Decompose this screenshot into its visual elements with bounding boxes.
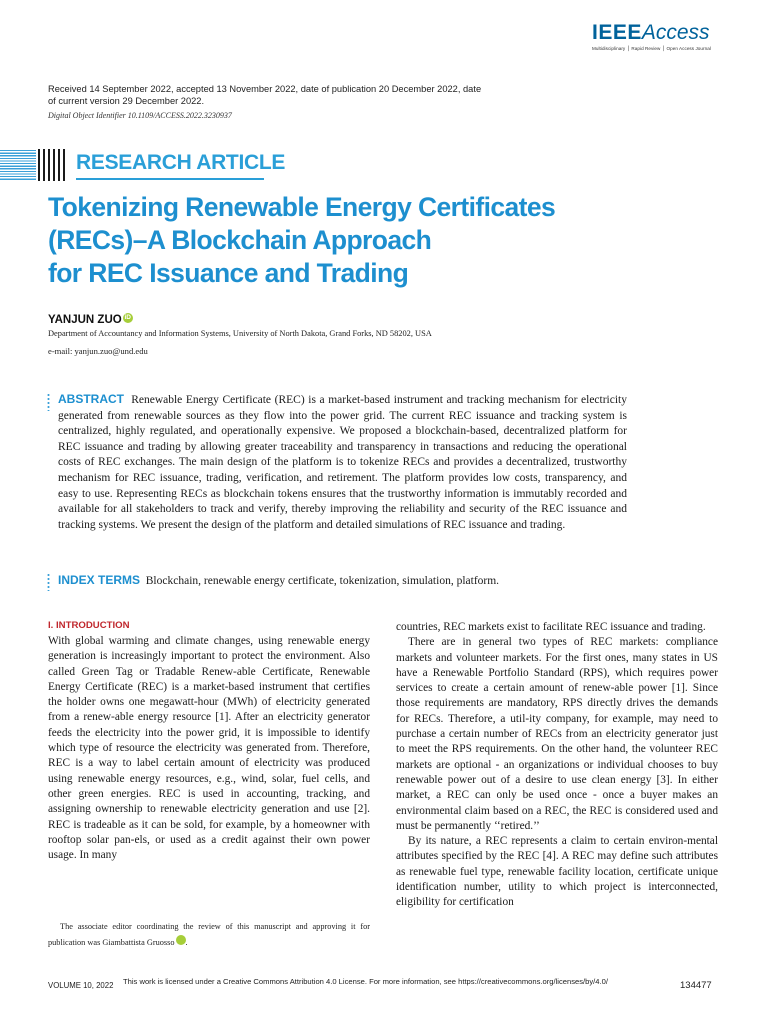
body-paragraph: By its nature, a REC represents a claim to certain environ-mental attributes specified by the REC [4]. A REC may define such attributes as renewable fuel type, renewable facility location, certificate unique identification number, utility to which project is interconnected, eligibility for certification (396, 835, 718, 909)
left-column (48, 619, 370, 863)
footer-volume: VOLUME 10, 2022 (48, 981, 114, 990)
author-email[interactable]: e-mail: yanjun.zuo@und.edu (48, 346, 148, 356)
body-paragraph: There are in general two types of REC markets: compliance markets and volunteer markets. For the first ones, many states in US have a Renewable Portfolio Standard (RPS), which requires power services to create a certain amount of renew-able power [1]. Since those requirements are mandatory, RPS directly drives the demands for RECs. Therefore, a util-ity company, for example, may need to purchase a certain number of RECs from an electricity generator just to meet the RPS requirements. On the other hand, the volunteer REC markets are optional - an organizations or individual chooses to buy renewable power out of a desire to use clean energy [3]. In either market, a REC can only be used once - once a buyer makes an environmental claim based on a REC, the REC is considered used and must be permanently ‘‘retired.’’ (396, 636, 718, 832)
abstract (58, 392, 627, 533)
article-title (48, 191, 568, 290)
editor-footnote (48, 920, 370, 950)
logo-brand: IEEE (592, 21, 642, 44)
article-type-banner (0, 147, 286, 183)
section-heading-introduction: I. INTRODUCTION (48, 620, 130, 631)
title-line: for REC Issuance and Trading (48, 258, 409, 288)
author-name: YANJUN ZUO (48, 314, 122, 326)
author-name-block (48, 313, 133, 326)
article-type-label: RESEARCH ARTICLE (76, 151, 286, 174)
footer-license[interactable]: This work is licensed under a Creative Commons Attribution 4.0 License. For more information, see https://creativecommons.org/licenses/by/4.0/ (123, 977, 608, 986)
abstract-text: Renewable Energy Certificate (REC) is a market-based instrument and tracking mechanism for electricity generated from renewable sources as they flow into the power grid. The current REC issuance and tracking system is centralized, highly regulated, and operationally expensive. We proposed a blockchain-based, decentralized platform for REC issuance and trading by allowing greater traceability and transparency in transactions and reducing the operational costs of REC exchanges. The main design of the platform is to tokenize RECs and provides a decentralized, trustworthy mechanism for REC issuance, trading, verification, and retirement. The platform provides low costs, transparency, and easy to use. Representing RECs as blockchain tokens ensures that the trustworthy information is immutably recorded and available for all stakeholders to track and verify, thereby improving the reliability and security of the REC issuance and tracking systems. We present the design of the platform and detailed simulations of REC issuance and trading. (58, 394, 627, 531)
body-paragraph: countries, REC markets exist to facilitate REC issuance and trading. (396, 621, 706, 633)
footnote-text: The associate editor coordinating the review of this manuscript and approving it for publication was Giambattista Gruosso (48, 922, 370, 947)
index-terms-dots-icon (47, 573, 50, 591)
banner-stripes-decoration (0, 150, 36, 180)
title-line: (RECs)–A Blockchain Approach (48, 225, 432, 255)
logo-wordmark (592, 22, 718, 44)
banner-underline (76, 178, 264, 180)
author-affiliation: Department of Accountancy and Information Systems, University of North Dakota, Grand Forks, ND 58202, USA (48, 329, 432, 338)
orcid-icon[interactable]: iD (124, 314, 131, 321)
banner-bars-decoration (38, 149, 68, 181)
received-dates: Received 14 September 2022, accepted 13 November 2022, date of publication 20 December 2022, date of current version 29 December 2022. (48, 84, 482, 106)
index-terms-label: INDEX TERMS (58, 573, 141, 587)
abstract-label: ABSTRACT (58, 392, 124, 406)
index-terms (58, 573, 618, 589)
right-column (396, 620, 718, 911)
footer-page-number: 134477 (680, 980, 712, 991)
footnote-end: . (185, 937, 188, 947)
logo-product: Access (641, 21, 710, 44)
title-line: Tokenizing Renewable Energy Certificates (48, 192, 556, 222)
orcid-icon[interactable]: iD (176, 935, 186, 945)
body-paragraph: With global warming and climate changes, using renewable energy generation is increasingly important to protect the environment. Also called Green Tag or Tradable Renew-able Certificate, Renewable Energy Certificate (REC) is a market-based instrument that certifies the holder owns one megawatt-hour (MWh) of electricity generated from a renew-able energy resource [1]. After an electricity generator feeds the electricity into the power grid, it is impossible to identify which type of resource the electricity was generated from. Therefore, REC is a way to label certain amount of electricity was produced using renewable energy resources, e.g., wind, solar, fuel cells, and other green energies. REC is used in accounting, tracking, and assigning ownership to renewable electricity generation and use [2]. REC is tradeable as it can be sold, for example, by a homeowner with rooftop solar pan-els, or used as a credit against their own power usage. In many (48, 635, 370, 862)
abstract-dots-icon (47, 393, 50, 411)
doi: Digital Object Identifier 10.1109/ACCESS.2022.3230937 (48, 111, 232, 120)
logo-tagline: Multidisciplinary ⎪ Rapid Review ⎪ Open Access Journal (592, 46, 711, 51)
journal-logo (592, 22, 718, 52)
index-terms-text: Blockchain, renewable energy certificate, tokenization, simulation, platform. (145, 575, 500, 587)
